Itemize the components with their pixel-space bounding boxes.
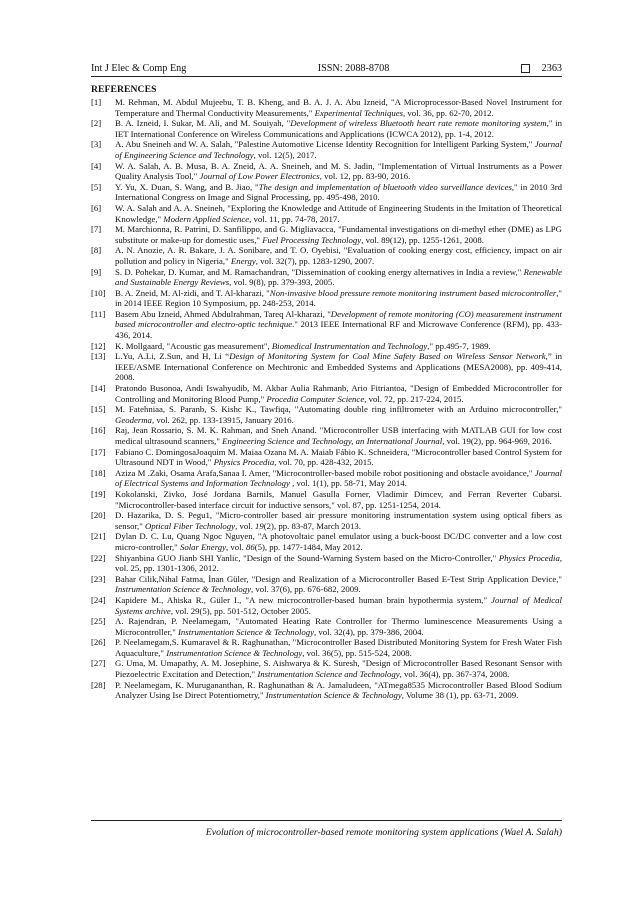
reference-text: B. A. Izneid, I. Sukar, M. Ali, and M. Souiyah, "Development of wireless Bluetooth heart rate remote monitoring system," in IET International Conference on Wireless Communications and Applications (ICWCA 2012), pp. 1-4, 2012. [115,118,562,139]
reference-item [91,245,562,266]
reference-item [91,531,562,552]
reference-number: [4] [91,160,102,171]
reference-text: Raj, Jean Rossario, S. M. K. Rahman, and Sneh Anand. "Microcontroller USB interfacing with MATLAB GUI for low cost medical ultrasound scanners," Engineering Science and Technology, an International Journal, vol. 19(2), pp. 964-969, 2016. [115,425,562,446]
reference-number: [19] [91,488,106,499]
reference-item [91,139,562,160]
reference-text: G. Uma, M. Umapathy, A. M. Josephine, S. Aishwarya & K. Suresh, "Design of Microcontroller Based Resonant Sensor with Piezoelectric Excitation and Detection," Instrumentation Science and Technology, vol. 36(4), pp. 367-374, 2008. [115,658,562,680]
reference-item [91,161,562,182]
reference-text: Basem Abu Izneid, Ahmed Abdulrahman, Tareq Al-kharazi, "Development of remote monitoring (CO) measurement instrument based microcontroller and electro-optic technique." 2013 IEEE International RF and Microwave Conference (RFM), pp. 433-436, 2014. [115,308,562,341]
reference-item [91,288,562,309]
reference-text: M. Rehman, M. Abdul Mujeebu, T. B. Kheng, and B. A. J. A. Abu Izneid, "A Microprocessor-Based Novel Instrument for Temperature and Thermal Conductivity Measurements," Experimental Techniques, vol. 36, pp. 62-70, 2012. [115,97,562,118]
reference-item [91,182,562,203]
reference-item [91,468,562,489]
page-number: 2363 [541,62,562,74]
reference-number: [10] [91,287,106,298]
reference-number: [26] [91,637,106,648]
reference-number: [16] [91,425,106,436]
reference-item [91,404,562,425]
reference-number: [11] [91,308,106,319]
reference-number: [13] [91,351,106,362]
reference-number: [15] [91,404,106,415]
footer-rule [91,820,562,821]
reference-text: Fabiano C. DomingosaJoaquim M. Maiaa Ozana M. A. Maiab Fábio K. Schneidera, "Microcontroller based Control System for Ultrasound NDT in Wood," Physics Procedia, vol. 70, pp. 428-432, 2015. [115,446,562,468]
reference-text: W. A. Salah, A. B. Musa, B. A. Zneid, A. A. Sneineh, and M. S. Jadin, "Implementation of Virtual Instruments as a Power Quality Analysis Tool," Journal of Low Power Electronics, vol. 12, pp. 83-90, 2016. [115,160,562,182]
reference-text: A. Abu Sneineh and W. A. Salah, "Palestine Automotive License Identity Recognition for Intelligent Parking System," Journal of Engineering Science and Technology, vol. 12(5), 2017. [115,139,562,160]
reference-item [91,489,562,510]
reference-number: [2] [91,118,102,129]
page-footer [91,820,562,838]
reference-text: P. Neelamegam, K. Murugananthan, R. Raghunathan & A. Jamaludeen, "ATmega8535 Microcontroller Based Blood Sodium Analyzer Using Ise Direct Potentiometry," Instrumentation Science & Technology, Volume 38 (1), pp. 63-71, 2009. [115,679,562,701]
reference-text: Y. Yu, X. Duan, S. Wang, and B. Jiao, "The design and implementation of bluetooth video surveillance devices," in 2010 3rd International Congress on Image and Signal Processing, pp. 495-498, 2010. [115,181,562,203]
reference-text: M. Fatehniaa, S. Paranb, S. Kishc K., Tawfiqa, "Automating double ring infiltrometer with an Arduino microcontroller," Geoderma, vol. 262, pp. 133-13915, January 2016. [115,404,562,425]
reference-item [91,510,562,531]
reference-text: W. A. Salah and A. A. Sneineh, "Exploring the Knowledge and Attitude of Engineering Students in the Imitation of Theoretical Knowledge," Modern Applied Science, vol. 11, pp. 74-78, 2017. [115,202,562,224]
reference-item [91,574,562,595]
reference-text: B. A. Zneid, M. Al-zidi, and T. Al-kharazi, "Non-invasive blood pressure remote monitoring instrument based microcontroller," in 2014 IEEE Region 10 Symposium, pp. 248-253, 2014. [115,287,562,309]
reference-number: [27] [91,658,106,669]
reference-number: [22] [91,552,106,563]
reference-text: Pratondo Busonoa, Andi Iswahyudib, M. Akbar Aulia Rahmanb, Ario Fitriantoa, "Design of Embedded Microcontroller for Controlling and Monitoring Blood Pump," Procedia Computer Science, vol. 72, pp. 217-224, 2015. [115,383,562,404]
reference-text: S. D. Pohekar, D. Kumar, and M. Ramachandran, "Dissemination of cooking energy alternatives in India a review," Renewable and Sustainable Energy Reviews, vol. 9(8), pp. 379-393, 2005. [115,266,562,288]
reference-text: Kapidere M., Ahiska R., Güler I., "A new microcontroller-based human brain hypothermia system," Journal of Medical Systems archive, vol. 29(5), pp. 501-512, October 2005. [115,594,562,616]
reference-text: Dylan D. C. Lu, Quang Ngoc Nguyen, "A photovoltaic panel emulator using a buck-boost DC/DC converter and a low cost micro-controller," Solar Energy, vol. 86(5), pp. 1477-1484, May 2012. [115,531,562,552]
references-list [91,97,562,701]
reference-item [91,680,562,701]
reference-text: D. Hazarika, D. S. Pegu1, "Micro-controller based air pressure monitoring instrumentation system using optical fibers as sensor," Optical Fiber Technology, vol. 19(2), pp. 83-87, March 2013. [115,510,562,531]
reference-number: [14] [91,383,106,394]
reference-number: [18] [91,467,106,478]
reference-item [91,637,562,658]
reference-number: [24] [91,594,106,605]
reference-item [91,616,562,637]
reference-text: M. Marchionna, R. Patrini, D. Sanfilippo, and G. Migliavacca, "Fundamental investigations on di-methyl ether (DME) as LPG substitute or make-up for domestic uses," Fuel Processing Technology, vol. 89(12), pp. 1255-1261, 2008. [115,224,562,245]
reference-item [91,425,562,446]
reference-number: [17] [91,446,106,457]
references-heading: REFERENCES [91,84,157,95]
reference-text: A. Rajendran, P. Neelamegam, "Automated Heating Rate Controller for Thermo luminescence Measurements Using a Microcontroller," Instrumentation Science & Technology, vol. 32(4), pp. 379-386, 2004. [115,616,562,637]
reference-text: Kokolanski, Zivko, José Jordana Barnils, Manuel Gasulla Forner, Vladimir Dimcev, and Ferran Reverter Cubarsi. "Microcontroller-based interface circuit for inductive sensors," vol. 87, pp. 1251-1254, 2014. [115,488,562,510]
reference-item [91,351,562,383]
reference-item [91,341,562,352]
reference-item [91,658,562,679]
reference-number: [9] [91,266,102,277]
page-number-group [521,63,562,74]
reference-number: [25] [91,616,106,627]
reference-text: A. N. Anozie, A. R. Bakare, J. A. Sonibare, and T. O. Oyebisi, "Evaluation of cooking energy cost, efficiency, impact on air pollution and policy in Nigeria," Energy, vol. 32(7), pp. 1283-1290, 2007. [115,245,562,266]
reference-number: [5] [91,181,102,192]
page-header [91,61,562,75]
issn: ISSN: 2088-8708 [317,62,390,74]
reference-text: K. Mollgaard, "Acoustic gas measurement", Biomedical Instrumentation and Technology," pp.495-7, 1989. [115,340,491,351]
reference-number: [8] [91,245,102,256]
reference-item [91,383,562,404]
reference-number: [1] [91,97,102,107]
reference-item [91,224,562,245]
reference-text: P. Neelamegam,S. Kumaravel & R. Raghunathan, "Microcontroller Based Distributed Monitoring System for Fresh Water Fish Aquaculture," Instrumentation Science & Technology, vol. 36(5), pp. 515-524, 2008. [115,637,562,658]
reference-number: [6] [91,202,102,213]
journal-name: Int J Elec & Comp Eng [91,62,187,74]
reference-number: [12] [91,340,106,351]
header-rule [91,76,562,77]
reference-number: [28] [91,679,106,690]
reference-text: Aziza M .Zaki, Osama Arafa,Sanaa I. Amer, "Microcontroller-based mobile robot positioning and obstacle avoidance," Journal of Electrical Systems and Information Technology , vol. 1(1), pp. 58-71, May 2014. [115,467,562,489]
reference-text: L.Yu, A.Li, Z.Sun, and H, Li “Design of Monitoring System for Coal Mine Safety Based on Wireless Sensor Network,” in IEEE/ASME International Conference on Mechtronic and Embedded Systems and Applications (MESA2008), pp. 409-414, 2008. [115,351,562,383]
reference-number: [20] [91,510,106,521]
reference-item [91,97,562,118]
paper-title-footer: Evolution of microcontroller-based remote monitoring system applications (Wael A. Salah) [205,827,562,838]
reference-item [91,309,562,341]
reference-item [91,553,562,574]
reference-number: [23] [91,573,106,584]
reference-item [91,118,562,139]
reference-item [91,595,562,616]
reference-text: Bahar Cilik,Nihal Fatma, İnan Güler, "Design and Realization of a Microcontroller Based E-Test Strip Application Device," Instrumentation Science & Technology, vol. 37(6), pp. 676-682, 2009. [115,573,562,595]
reference-number: [7] [91,224,102,235]
reference-number: [3] [91,139,102,150]
reference-number: [21] [91,531,106,542]
checkbox-square-icon [521,64,530,73]
reference-item [91,447,562,468]
reference-text: Shiyanbina GUO Jianb SHI Yanlic, "Design of the Sound-Warning System based on the Micro-Controller," Physics Procedia, vol. 25, pp. 1301-1306, 2012. [115,552,563,574]
reference-item [91,203,562,224]
reference-item [91,267,562,288]
